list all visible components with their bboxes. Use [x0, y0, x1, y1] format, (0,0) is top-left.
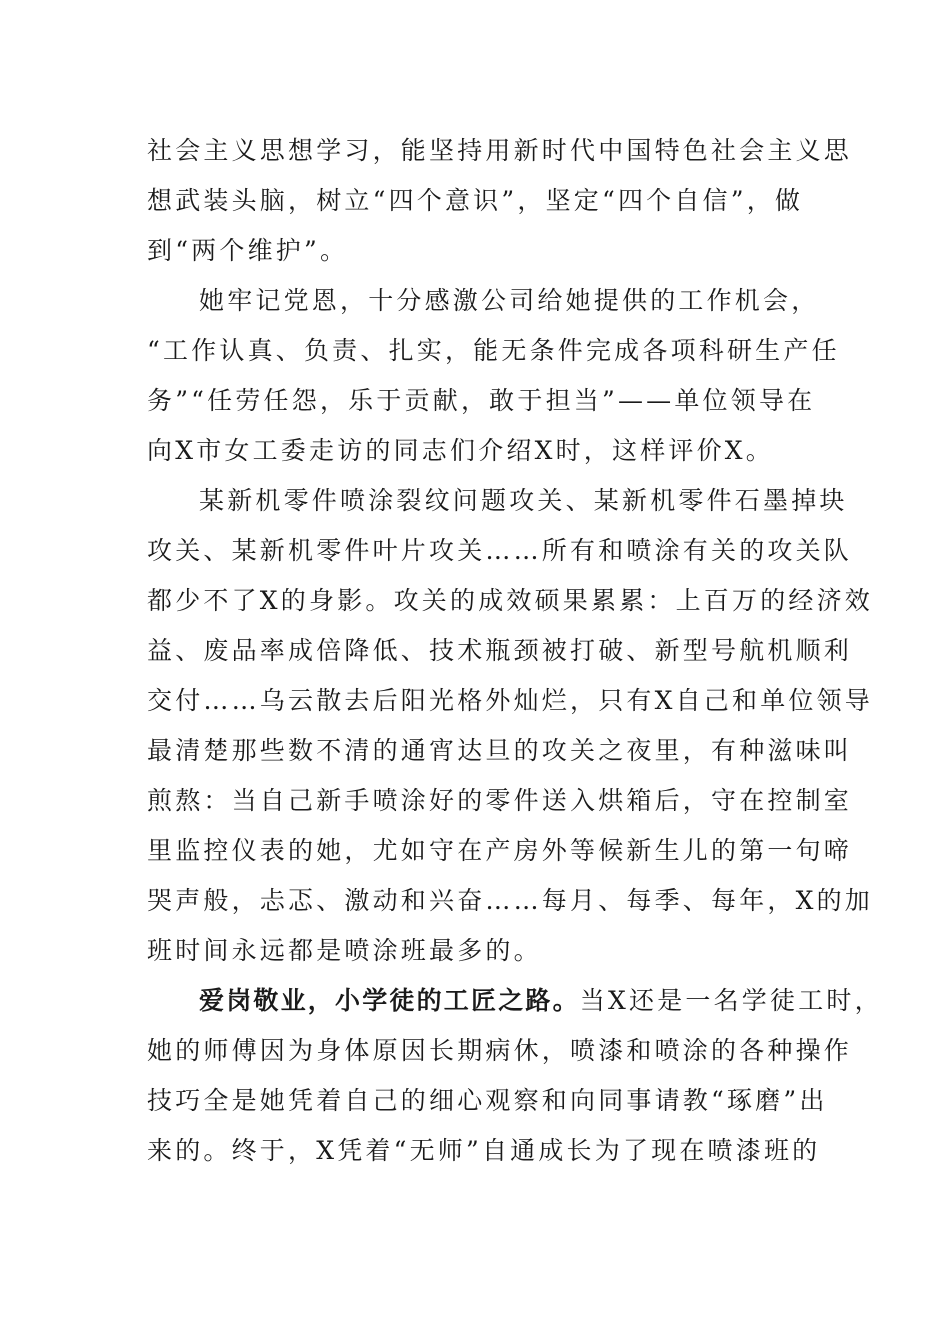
text-line: 里监控仪表的她，尤如守在产房外等候新生儿的第一句啼: [147, 836, 853, 865]
text-line: 想武装头脑，树立“四个意识”，坚定“四个自信”，做: [147, 186, 804, 215]
text-run: 当X还是一名学徒工时，: [579, 986, 883, 1015]
text-line: 务”“任劳任怨，乐于贡献，敢于担当”——单位领导在: [147, 386, 816, 415]
text-line: 社会主义思想学习，能坚持用新时代中国特色社会主义思: [147, 136, 853, 165]
bold-heading: 爱岗敬业，小学徒的工匠之路。: [199, 986, 580, 1015]
paragraph-2: [147, 276, 840, 476]
text-line: 攻关、某新机零件叶片攻关……所有和喷涂有关的攻关队: [147, 536, 853, 565]
paragraph-4: [147, 976, 883, 1176]
text-line: 她牢记党恩，十分感激公司给她提供的工作机会，: [199, 286, 820, 315]
text-line: 交付……乌云散去后阳光格外灿烂，只有X自己和单位领导: [147, 686, 873, 715]
text-line: 班时间永远都是喷涂班最多的。: [147, 936, 542, 965]
text-line: 益、废品率成倍降低、技术瓶颈被打破、新型号航机顺利: [147, 636, 853, 665]
text-line: 来的。终于，X凭着“无师”自通成长为了现在喷漆班的: [147, 1136, 821, 1165]
text-line: 她的师傅因为身体原因长期病休，喷漆和喷涂的各种操作: [147, 1036, 853, 1065]
paragraph-3: [147, 476, 874, 976]
text-line: [147, 976, 883, 1026]
text-line: 哭声般，忐忑、激动和兴奋……每月、每季、每年，X的加: [147, 886, 873, 915]
text-line: 煎熬：当自己新手喷涂好的零件送入烘箱后，守在控制室: [147, 786, 853, 815]
text-line: 向X市女工委走访的同志们介绍X时，这样评价X。: [147, 436, 774, 465]
text-line: “工作认真、负责、扎实，能无条件完成各项科研生产任: [147, 336, 840, 365]
text-line: 最清楚那些数不清的通宵达旦的攻关之夜里，有种滋味叫: [147, 736, 853, 765]
paragraph-1: [147, 126, 853, 276]
text-line: 技巧全是她凭着自己的细心观察和向同事请教“琢磨”出: [147, 1086, 828, 1115]
text-line: 到“两个维护”。: [147, 236, 349, 265]
text-line: 都少不了X的身影。攻关的成效硕果累累：上百万的经济效: [147, 586, 874, 615]
text-line: 某新机零件喷涂裂纹问题攻关、某新机零件石墨掉块: [199, 486, 848, 515]
document-body: [147, 126, 883, 1176]
